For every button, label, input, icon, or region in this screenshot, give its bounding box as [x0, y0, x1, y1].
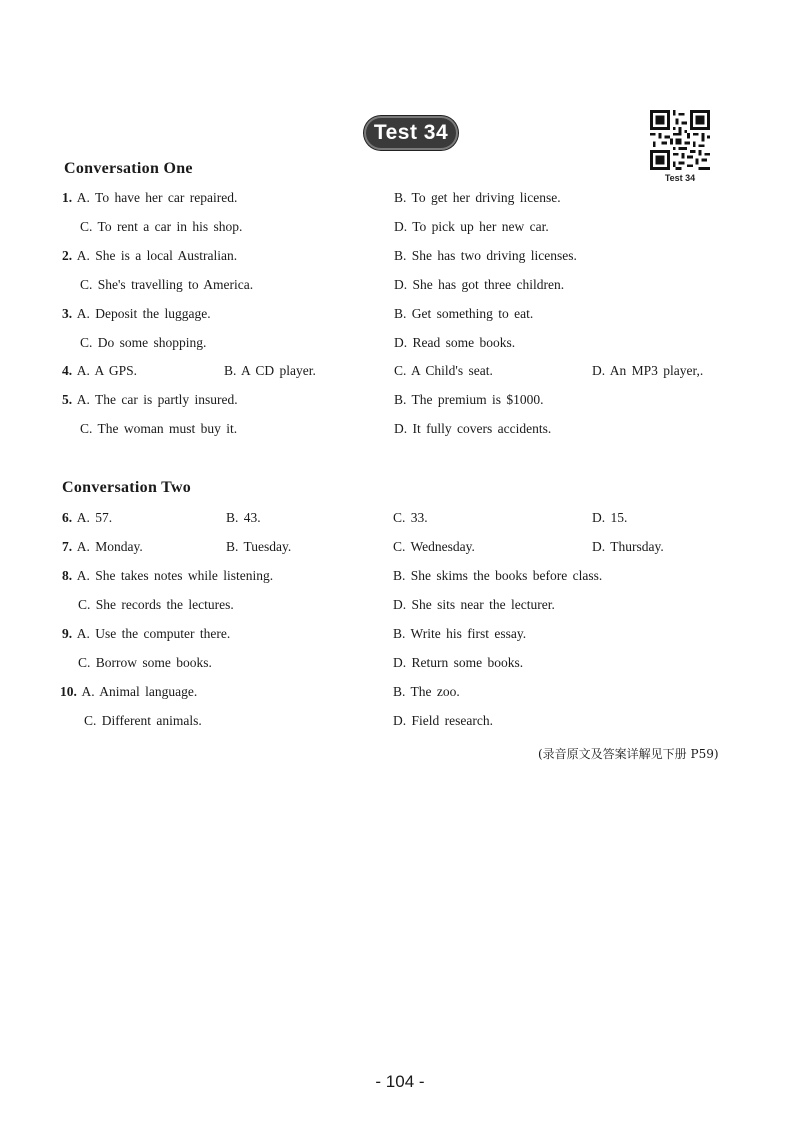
question-6-option-d: D. 15.	[592, 510, 628, 525]
question-9-option-d: D. Return some books.	[393, 655, 524, 670]
question-number: 7.	[62, 539, 73, 554]
test-title: Test 34	[373, 121, 449, 144]
question-number: 5.	[62, 392, 73, 407]
question-4-option-d: D. An MP3 player,.	[592, 363, 704, 378]
question-1-option-d: D. To pick up her new car.	[394, 219, 549, 234]
question-number: 6.	[62, 510, 73, 525]
question-5-option-c: C. The woman must buy it.	[80, 421, 238, 436]
question-number: 9.	[62, 626, 73, 641]
question-4-option-b: B. A CD player.	[224, 363, 316, 378]
question-7-option-d: D. Thursday.	[592, 539, 664, 554]
question-6-option-a: 6. A. 57.	[62, 510, 113, 525]
question-3-option-b: B. Get something to eat.	[394, 306, 534, 321]
section-title-conversation-two: Conversation Two	[62, 479, 192, 496]
question-9-option-c: C. Borrow some books.	[78, 655, 212, 670]
question-2-option-c: C. She's travelling to America.	[80, 277, 254, 292]
question-1-option-a: 1. A. To have her car repaired.	[62, 190, 238, 205]
question-8-option-a: 8. A. She takes notes while listening.	[62, 568, 274, 583]
question-4-option-c: C. A Child's seat.	[394, 363, 493, 378]
question-number: 2.	[62, 248, 73, 263]
question-2-option-b: B. She has two driving licenses.	[394, 248, 577, 263]
question-number: 3.	[62, 306, 73, 321]
question-10-option-a: 10. A. Animal language.	[60, 684, 198, 699]
question-6-option-c: C. 33.	[393, 510, 428, 525]
question-4-option-a: 4. A. A GPS.	[62, 363, 138, 378]
question-1-option-b: B. To get her driving license.	[394, 190, 561, 205]
question-3-option-c: C. Do some shopping.	[80, 335, 207, 350]
question-5-option-b: B. The premium is $1000.	[394, 392, 544, 407]
page-number: - 104 -	[375, 1072, 425, 1091]
question-2-option-a: 2. A. She is a local Australian.	[62, 248, 238, 263]
question-8-option-c: C. She records the lectures.	[78, 597, 234, 612]
question-8-option-b: B. She skims the books before class.	[393, 568, 603, 583]
qr-code-icon	[650, 110, 710, 170]
question-2-option-d: D. She has got three children.	[394, 277, 565, 292]
question-10-option-c: C. Different animals.	[84, 713, 202, 728]
question-number: 8.	[62, 568, 73, 583]
question-10-option-d: D. Field research.	[393, 713, 493, 728]
question-8-option-d: D. She sits near the lecturer.	[393, 597, 555, 612]
question-7-option-a: 7. A. Monday.	[62, 539, 143, 554]
question-number: 4.	[62, 363, 73, 378]
test-title-badge	[364, 116, 458, 150]
question-3-option-a: 3. A. Deposit the luggage.	[62, 306, 211, 321]
question-7-option-b: B. Tuesday.	[226, 539, 292, 554]
question-1-option-c: C. To rent a car in his shop.	[80, 219, 243, 234]
answer-reference-note: (录音原文及答案详解见下册 P59)	[538, 747, 719, 761]
question-7-option-c: C. Wednesday.	[393, 539, 475, 554]
question-10-option-b: B. The zoo.	[393, 684, 460, 699]
qr-caption: Test 34	[664, 173, 696, 183]
question-3-option-d: D. Read some books.	[394, 335, 516, 350]
question-5-option-d: D. It fully covers accidents.	[394, 421, 552, 436]
question-5-option-a: 5. A. The car is partly insured.	[62, 392, 238, 407]
question-number: 1.	[62, 190, 73, 205]
section-title-conversation-one: Conversation One	[64, 160, 193, 177]
question-9-option-b: B. Write his first essay.	[393, 626, 527, 641]
question-9-option-a: 9. A. Use the computer there.	[62, 626, 231, 641]
question-number: 10.	[60, 684, 77, 699]
question-6-option-b: B. 43.	[226, 510, 261, 525]
